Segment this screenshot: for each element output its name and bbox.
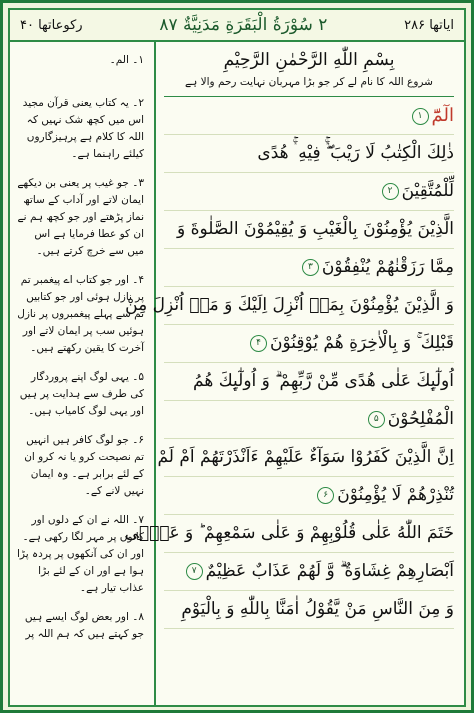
verse-text: لِّلْمُتَّقِیْنَ: [401, 181, 454, 201]
verse-line: [164, 477, 454, 515]
verse-line: [164, 325, 454, 363]
translation-item: ۴۔ اور جو کتاب اے پیغمبر تم پر نازل ہوئی اور جو کتابیں تم سے پہلے پیغمبروں پر نازل ہوئیں سب پر ایمان لاتے اور آخرت کا یقین رکھتے ہیں۔: [17, 274, 144, 354]
bismillah-arabic: بِسْمِ اللّٰهِ الرَّحْمٰنِ الرَّحِیْمِ: [223, 50, 395, 70]
verse-line: [164, 553, 454, 591]
verse-line: [125, 287, 454, 325]
ayah-number-marker: ۱: [412, 108, 429, 125]
verse-line: [164, 401, 454, 439]
translation-item: ۲۔ یہ کتاب یعنی قرآن مجید اس میں کچھ شک نہیں کہ اللہ کا کلام ہے پرہیزگاروں کیلئے راہنما ہے۔: [22, 97, 144, 160]
ayah-number-marker: ۳: [302, 259, 319, 276]
ayat-count: ایاتها ۲۸۶: [404, 17, 454, 33]
ayah-number-marker: ۲: [382, 183, 399, 200]
bismillah-translation: شروع اللہ کا نام لے کر جو بڑا مہربان نہایت رحم والا ہے: [164, 76, 454, 97]
verse-text: ذٰلِكَ الْكِتٰبُ لَا رَیْبَ ۛۚۖ فِیْهِ ۛۚ هُدًى: [257, 143, 454, 163]
translation-item: ۳۔ جو غیب پر یعنی بن دیکھے ایمان لاتے اور آداب کے ساتھ نماز پڑھتے اور جو کچھ ہم نے ان کو عطا فرمایا ہے اس میں سے خرچ کرتے ہیں۔: [17, 177, 144, 257]
ayah-number-marker: ۴: [250, 335, 267, 352]
verse-text: اُولٰٓىِٕكَ عَلٰى هُدًى مِّنْ رَّبِّهِمْ ۗ وَ اُولٰٓىِٕكَ هُمُ: [193, 371, 454, 391]
surah-title: ۲ سُوْرَةُ الْبَقَرَةِ مَدَنِیَّةٌ ۸۷: [159, 15, 328, 35]
ayah-number-marker: ۷: [186, 563, 203, 580]
translation-item: ۶۔ جو لوگ کافر ہیں انہیں تم نصیحت کرو یا نہ کرو ان کے لئے برابر ہے۔ وہ ایمان نہیں لانے کے۔: [24, 434, 144, 497]
verse-line: [164, 249, 454, 287]
ayah-number-marker: ۵: [368, 411, 385, 428]
verse-text: الٓمّٓ: [431, 105, 454, 126]
verse-text: قَبْلِكَ ۚ وَ بِالْاٰخِرَةِ هُمْ یُوْقِنُوْنَ: [269, 333, 454, 353]
translation-item: ۷۔ اللہ نے ان کے دلوں اور کانوں پر مہر لگا رکھی ہے۔ اور ان کی آنکھوں پر پردہ پڑا ہوا ہے اور ان کے لئے بڑا عذاب تیار ہے۔: [17, 514, 144, 594]
verse-line: [164, 363, 454, 401]
verse-text: وَ مِنَ النَّاسِ مَنْ یَّقُوْلُ اٰمَنَّا بِاللّٰهِ وَ بِالْیَوْمِ: [181, 599, 454, 619]
verse-text: تُنْذِرْهُمْ لَا یُؤْمِنُوْنَ: [337, 485, 454, 505]
verse-text: مِمَّا رَزَقْنٰهُمْ یُنْفِقُوْنَ: [321, 257, 454, 277]
translation-column: [10, 44, 154, 705]
verse-text: الْمُفْلِحُوْنَ: [387, 409, 454, 429]
verse-text: خَتَمَ اللّٰهُ عَلٰى قُلُوْبِهِمْ وَ عَلٰى سَمْعِهِمْ ؕ وَ عَلٰۤى: [124, 523, 454, 543]
page-frame: [8, 8, 466, 707]
verse-line: [164, 591, 454, 629]
verse-text: وَ الَّذِیْنَ یُؤْمِنُوْنَ بِمَاۤ اُنْزِلَ اِلَیْكَ وَ مَاۤ اُنْزِلَ مِنْ: [125, 295, 454, 315]
ayah-number-marker: ۶: [317, 487, 334, 504]
translation-item: ۱۔ الم۔: [109, 54, 144, 66]
ruku-count: رکوعاتها ۴۰: [20, 17, 83, 33]
translation-item: ۸۔ اور بعض لوگ ایسے ہیں جو کہتے ہیں کہ ہم اللہ پر: [24, 611, 144, 640]
verse-line: [164, 135, 454, 173]
verse-text: الَّذِیْنَ یُؤْمِنُوْنَ بِالْغَیْبِ وَ یُقِیْمُوْنَ الصَّلٰوةَ وَ: [177, 219, 454, 239]
translation-item: ۵۔ یہی لوگ اپنے پروردگار کی طرف سے ہدایت پر ہیں اور یہی لوگ کامیاب ہیں۔: [19, 371, 144, 417]
surah-header: [10, 10, 464, 42]
verse-line: [124, 515, 454, 553]
verse-line: [164, 173, 454, 211]
verse-text: اِنَّ الَّذِیْنَ كَفَرُوْا سَوَآءٌ عَلَیْهِمْ ءَاَنْذَرْتَهُمْ اَمْ لَمْ: [157, 447, 454, 467]
verse-line: [157, 439, 454, 477]
verse-line: [164, 211, 454, 249]
verse-line: [164, 97, 454, 135]
verse-text: اَبْصَارِهِمْ غِشَاوَةٌ ۗ وَّ لَهُمْ عَذَابٌ عَظِیْمٌ: [205, 561, 454, 581]
